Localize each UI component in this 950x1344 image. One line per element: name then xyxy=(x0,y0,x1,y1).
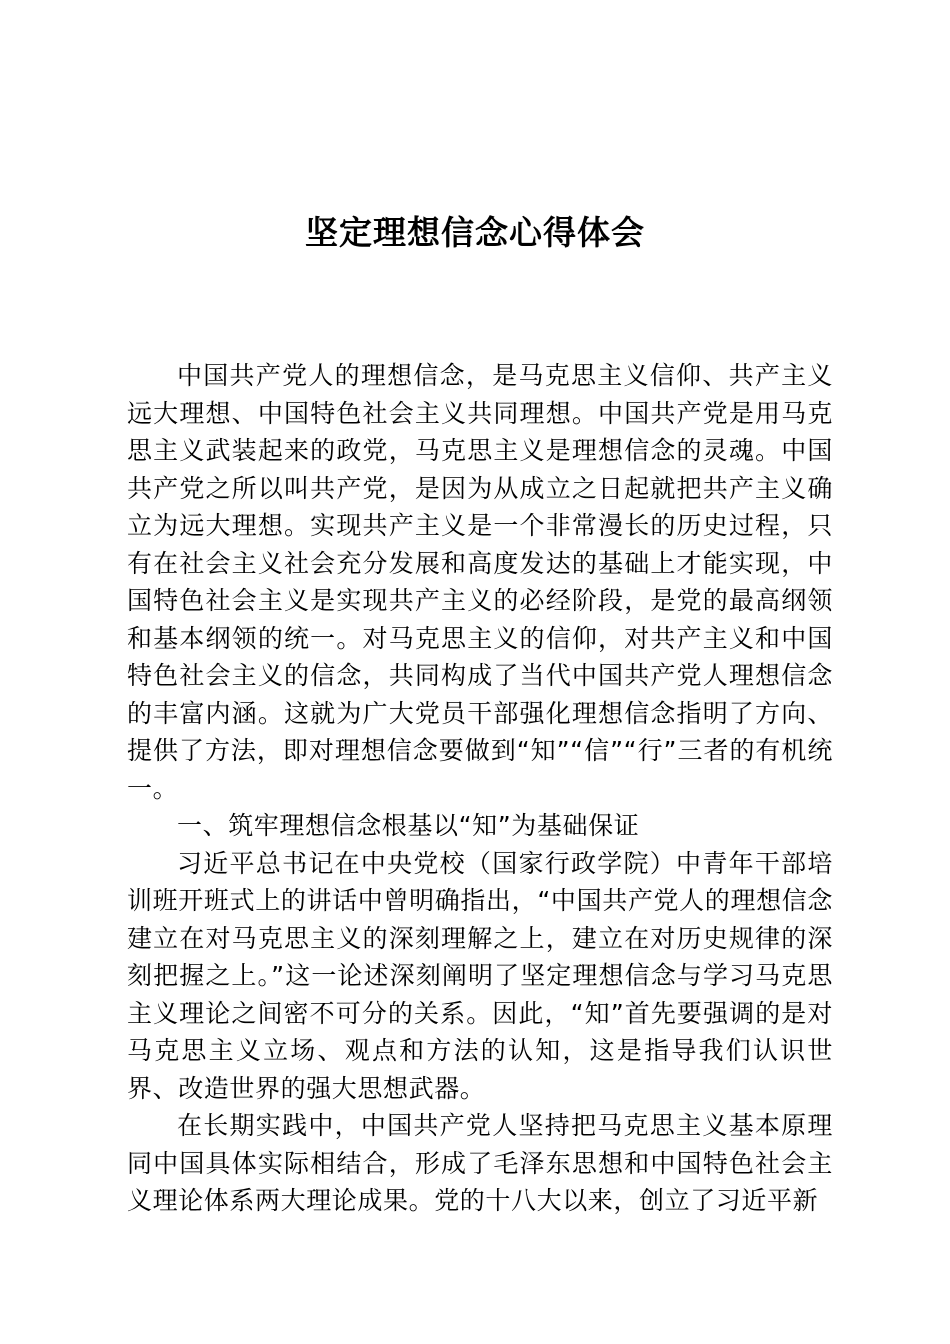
document-body xyxy=(127,357,833,1220)
section-heading-1: 一、筑牢理想信念根基以“知”为基础保证 xyxy=(177,811,640,840)
paragraph-section-1a: 习近平总书记在中央党校（国家行政学院）中青年干部培训班开班式上的讲话中曾明确指出，“中国共产党人的理想信念建立在对马克思主义的深刻理解之上，建立在对历史规律的深刻把握之上。”这一论述深刻阐明了坚定理想信念与学习马克思主义理论之间密不可分的关系。因此，“知”首先要强调的是对马克思主义立场、观点和方法的认知，这是指导我们认识世界、改造世界的强大思想武器。 xyxy=(127,848,833,1103)
paragraph-section-1b: 在长期实践中，中国共产党人坚持把马克思主义基本原理同中国具体实际相结合，形成了毛泽东思想和中国特色社会主义理论体系两大理论成果。党的十八大以来，创立了习近平新 xyxy=(127,1111,833,1215)
paragraph-intro: 中国共产党人的理想信念，是马克思主义信仰、共产主义远大理想、中国特色社会主义共同理想。中国共产党是用马克思主义武装起来的政党，马克思主义是理想信念的灵魂。中国共产党之所以叫共产党，是因为从成立之日起就把共产主义确立为远大理想。实现共产主义是一个非常漫长的历史过程，只有在社会主义社会充分发展和高度发达的基础上才能实现，中国特色社会主义是实现共产主义的必经阶段，是党的最高纲领和基本纲领的统一。对马克思主义的信仰，对共产主义和中国特色社会主义的信念，共同构成了当代中国共产党人理想信念的丰富内涵。这就为广大党员干部强化理想信念指明了方向、提供了方法，即对理想信念要做到“知”“信”“行”三者的有机统一。 xyxy=(127,361,833,803)
document-title: 坚定理想信念心得体会 xyxy=(305,213,645,252)
